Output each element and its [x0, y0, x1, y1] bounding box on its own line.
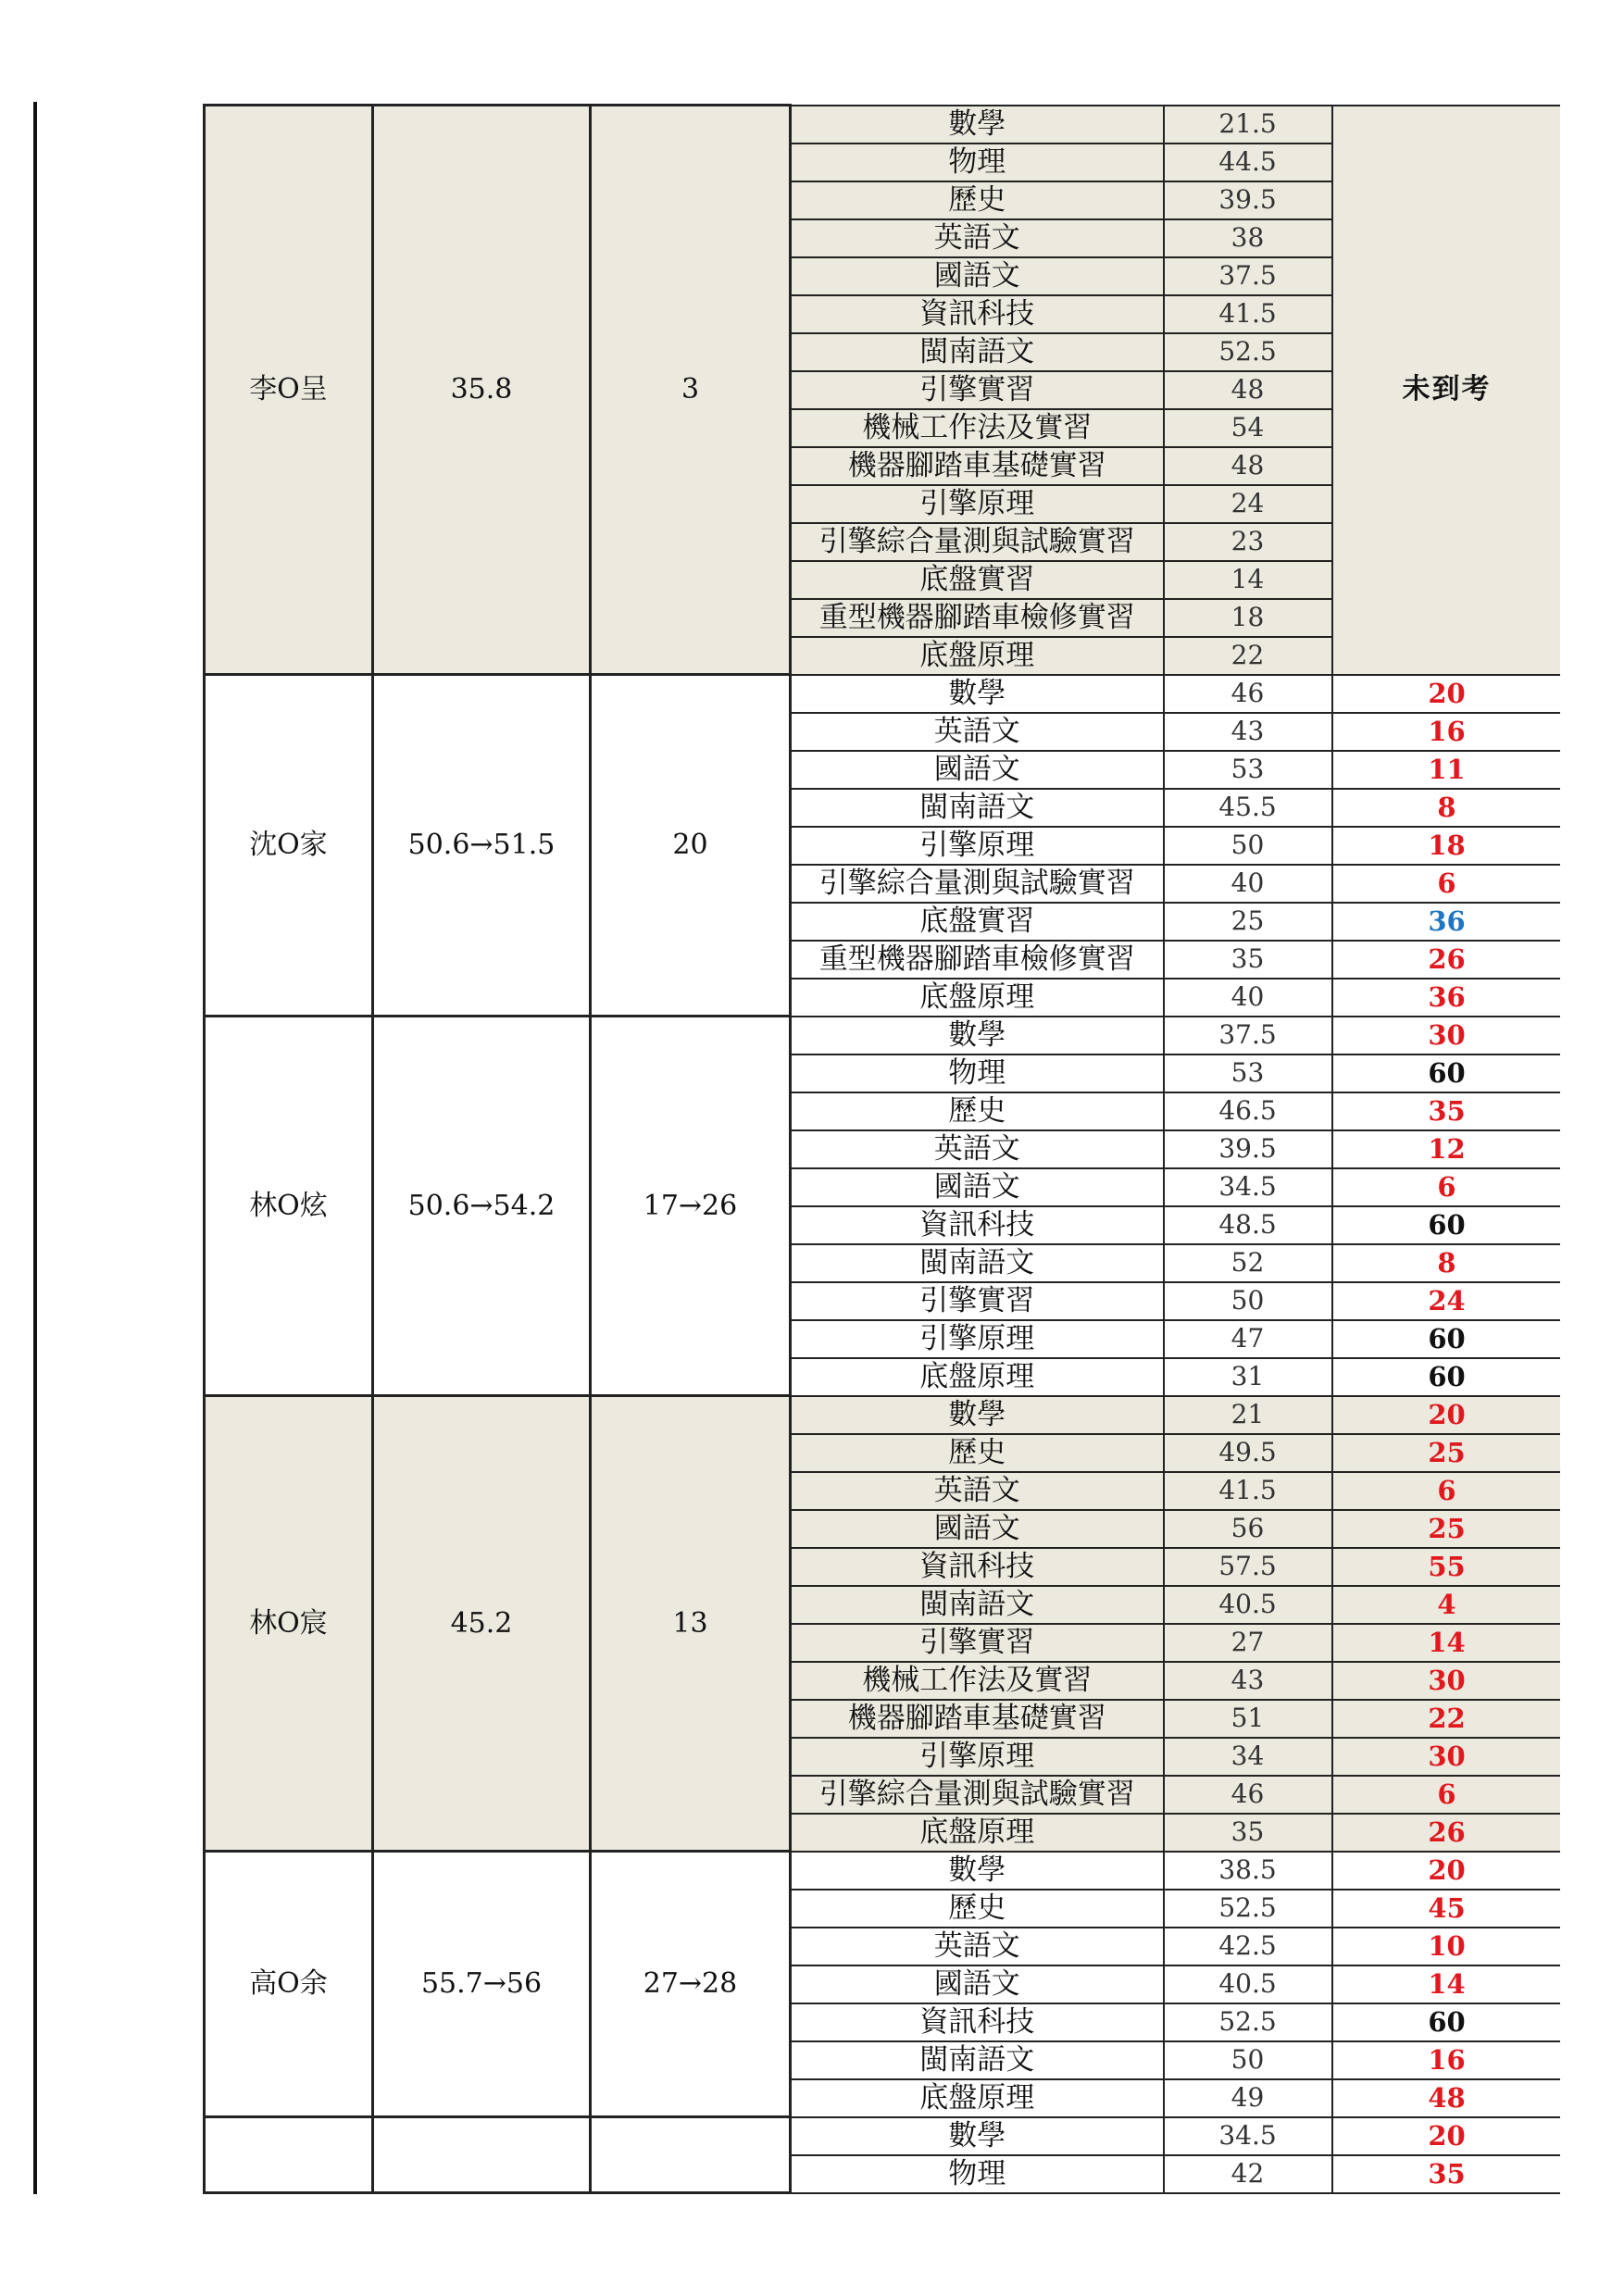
absent-note: 未到考: [1332, 106, 1561, 675]
subject-name: 物理: [791, 2155, 1164, 2193]
subject-score: 25: [1164, 903, 1332, 941]
average-score: 50.6→54.2: [373, 1017, 591, 1396]
subject-score: 40: [1164, 979, 1332, 1017]
target-value: 6: [1332, 865, 1561, 903]
target-value: 8: [1332, 789, 1561, 827]
average-score: 50.6→51.5: [373, 675, 591, 1017]
target-value: 55: [1332, 1548, 1561, 1586]
subject-score: 43: [1164, 1662, 1332, 1700]
subject-score: 21.5: [1164, 106, 1332, 144]
subject-row: [205, 106, 1561, 144]
subject-row: [205, 675, 1561, 713]
subject-name: 引擎綜合量測與試驗實習: [791, 1776, 1164, 1814]
average-score: 45.2: [373, 1396, 591, 1852]
subject-score: 38: [1164, 219, 1332, 257]
subject-score: 39.5: [1164, 1130, 1332, 1168]
subject-name: 機器腳踏車基礎實習: [791, 1700, 1164, 1738]
target-value: 8: [1332, 1244, 1561, 1282]
subject-name: 資訊科技: [791, 1206, 1164, 1244]
target-value: 26: [1332, 941, 1561, 979]
subject-score: 34: [1164, 1738, 1332, 1776]
subject-score: 23: [1164, 523, 1332, 561]
subject-score: 46: [1164, 675, 1332, 713]
subject-name: 底盤原理: [791, 1814, 1164, 1852]
subject-name: 底盤原理: [791, 637, 1164, 675]
subject-name: 國語文: [791, 1510, 1164, 1548]
subject-score: 18: [1164, 599, 1332, 637]
subject-name: 英語文: [791, 1472, 1164, 1510]
target-value: 60: [1332, 1358, 1561, 1396]
subject-score: 50: [1164, 827, 1332, 865]
subject-score: 42: [1164, 2155, 1332, 2193]
subject-name: 引擎綜合量測與試驗實習: [791, 523, 1164, 561]
target-value: 14: [1332, 1624, 1561, 1662]
subject-score: 40.5: [1164, 1965, 1332, 2003]
subject-name: 閩南語文: [791, 2041, 1164, 2079]
subject-name: 底盤原理: [791, 1358, 1164, 1396]
average-score: 35.8: [373, 106, 591, 675]
subject-name: 數學: [791, 106, 1164, 144]
class-rank: 3: [591, 106, 791, 675]
subject-name: 機器腳踏車基礎實習: [791, 447, 1164, 485]
subject-score: 46.5: [1164, 1092, 1332, 1130]
target-value: 25: [1332, 1434, 1561, 1472]
subject-row: [205, 1017, 1561, 1054]
subject-score: 54: [1164, 409, 1332, 447]
target-value: 6: [1332, 1472, 1561, 1510]
class-rank: 13: [591, 1396, 791, 1852]
subject-name: 歷史: [791, 181, 1164, 219]
subject-name: 歷史: [791, 1890, 1164, 1928]
subject-name: 國語文: [791, 751, 1164, 789]
target-value: 45: [1332, 1890, 1561, 1928]
target-value: 24: [1332, 1282, 1561, 1320]
subject-score: 56: [1164, 1510, 1332, 1548]
subject-name: 引擎原理: [791, 1738, 1164, 1776]
subject-score: 51: [1164, 1700, 1332, 1738]
target-value: 20: [1332, 1396, 1561, 1434]
subject-score: 48.5: [1164, 1206, 1332, 1244]
class-rank: 27→28: [591, 1852, 791, 2117]
target-value: 36: [1332, 903, 1561, 941]
subject-row: [205, 1852, 1561, 1890]
subject-name: 資訊科技: [791, 1548, 1164, 1586]
average-score: 55.7→56: [373, 1852, 591, 2117]
class-rank: 20: [591, 675, 791, 1017]
grade-sheet: [203, 104, 1560, 2201]
target-value: 60: [1332, 2003, 1561, 2041]
target-value: 48: [1332, 2079, 1561, 2117]
target-value: 18: [1332, 827, 1561, 865]
subject-score: 44.5: [1164, 144, 1332, 181]
student-name: 林O宸: [205, 1396, 373, 1852]
subject-score: 43: [1164, 713, 1332, 751]
subject-name: 機械工作法及實習: [791, 1662, 1164, 1700]
subject-score: 38.5: [1164, 1852, 1332, 1890]
subject-name: 引擎實習: [791, 1624, 1164, 1662]
subject-name: 底盤原理: [791, 979, 1164, 1017]
student-name: 李O呈: [205, 106, 373, 675]
subject-score: 49.5: [1164, 1434, 1332, 1472]
subject-score: 47: [1164, 1320, 1332, 1358]
subject-score: 41.5: [1164, 1472, 1332, 1510]
student-grades-table: [203, 104, 1560, 2194]
target-value: 14: [1332, 1965, 1561, 2003]
subject-name: 數學: [791, 1852, 1164, 1890]
subject-name: 重型機器腳踏車檢修實習: [791, 941, 1164, 979]
subject-name: 引擎實習: [791, 371, 1164, 409]
target-value: 10: [1332, 1928, 1561, 1965]
subject-name: 資訊科技: [791, 2003, 1164, 2041]
subject-score: 50: [1164, 2041, 1332, 2079]
subject-score: 53: [1164, 1054, 1332, 1092]
subject-score: 27: [1164, 1624, 1332, 1662]
target-value: 30: [1332, 1662, 1561, 1700]
subject-score: 53: [1164, 751, 1332, 789]
subject-name: 引擎原理: [791, 827, 1164, 865]
subject-name: 引擎原理: [791, 485, 1164, 523]
target-value: 60: [1332, 1320, 1561, 1358]
target-value: 35: [1332, 1092, 1561, 1130]
subject-name: 引擎實習: [791, 1282, 1164, 1320]
target-value: 36: [1332, 979, 1561, 1017]
subject-score: 39.5: [1164, 181, 1332, 219]
subject-score: 41.5: [1164, 295, 1332, 333]
student-name: 林O炫: [205, 1017, 373, 1396]
subject-score: 48: [1164, 371, 1332, 409]
subject-score: 57.5: [1164, 1548, 1332, 1586]
target-value: 35: [1332, 2155, 1561, 2193]
subject-score: 48: [1164, 447, 1332, 485]
target-value: 4: [1332, 1586, 1561, 1624]
target-value: 30: [1332, 1738, 1561, 1776]
subject-score: 50: [1164, 1282, 1332, 1320]
target-value: 26: [1332, 1814, 1561, 1852]
subject-score: 40.5: [1164, 1586, 1332, 1624]
subject-score: 37.5: [1164, 257, 1332, 295]
subject-score: 35: [1164, 1814, 1332, 1852]
subject-name: 英語文: [791, 1928, 1164, 1965]
subject-name: 物理: [791, 1054, 1164, 1092]
subject-score: 52.5: [1164, 1890, 1332, 1928]
average-score: [373, 2117, 591, 2193]
subject-name: 數學: [791, 1396, 1164, 1434]
student-name: 沈O家: [205, 675, 373, 1017]
target-value: 20: [1332, 675, 1561, 713]
grades-table-body: [205, 106, 1561, 2193]
subject-score: 49: [1164, 2079, 1332, 2117]
subject-name: 英語文: [791, 219, 1164, 257]
subject-row: [205, 1396, 1561, 1434]
target-value: 22: [1332, 1700, 1561, 1738]
target-value: 16: [1332, 713, 1561, 751]
subject-score: 45.5: [1164, 789, 1332, 827]
subject-name: 閩南語文: [791, 1244, 1164, 1282]
target-value: 60: [1332, 1206, 1561, 1244]
subject-name: 國語文: [791, 1965, 1164, 2003]
subject-name: 英語文: [791, 713, 1164, 751]
subject-name: 國語文: [791, 257, 1164, 295]
subject-score: 14: [1164, 561, 1332, 599]
subject-name: 引擎原理: [791, 1320, 1164, 1358]
subject-name: 底盤實習: [791, 903, 1164, 941]
subject-row: [205, 2117, 1561, 2155]
subject-name: 底盤原理: [791, 2079, 1164, 2117]
class-rank: [591, 2117, 791, 2193]
subject-name: 英語文: [791, 1130, 1164, 1168]
target-value: 20: [1332, 1852, 1561, 1890]
class-rank: 17→26: [591, 1017, 791, 1396]
subject-name: 引擎綜合量測與試驗實習: [791, 865, 1164, 903]
subject-name: 數學: [791, 2117, 1164, 2155]
subject-score: 34.5: [1164, 1168, 1332, 1206]
target-value: 12: [1332, 1130, 1561, 1168]
subject-name: 機械工作法及實習: [791, 409, 1164, 447]
subject-score: 34.5: [1164, 2117, 1332, 2155]
subject-score: 24: [1164, 485, 1332, 523]
subject-name: 閩南語文: [791, 789, 1164, 827]
subject-name: 閩南語文: [791, 333, 1164, 371]
student-name: 高O余: [205, 1852, 373, 2117]
subject-name: 歷史: [791, 1092, 1164, 1130]
subject-score: 35: [1164, 941, 1332, 979]
subject-name: 底盤實習: [791, 561, 1164, 599]
subject-score: 46: [1164, 1776, 1332, 1814]
student-name: [205, 2117, 373, 2193]
subject-score: 21: [1164, 1396, 1332, 1434]
subject-score: 52: [1164, 1244, 1332, 1282]
subject-name: 重型機器腳踏車檢修實習: [791, 599, 1164, 637]
subject-score: 52.5: [1164, 333, 1332, 371]
target-value: 25: [1332, 1510, 1561, 1548]
subject-name: 閩南語文: [791, 1586, 1164, 1624]
subject-name: 數學: [791, 675, 1164, 713]
target-value: 6: [1332, 1776, 1561, 1814]
subject-name: 國語文: [791, 1168, 1164, 1206]
target-value: 6: [1332, 1168, 1561, 1206]
left-margin-rule: [33, 102, 37, 2194]
subject-name: 數學: [791, 1017, 1164, 1054]
subject-score: 22: [1164, 637, 1332, 675]
subject-score: 42.5: [1164, 1928, 1332, 1965]
subject-score: 31: [1164, 1358, 1332, 1396]
subject-name: 物理: [791, 144, 1164, 181]
target-value: 20: [1332, 2117, 1561, 2155]
target-value: 60: [1332, 1054, 1561, 1092]
target-value: 30: [1332, 1017, 1561, 1054]
subject-score: 52.5: [1164, 2003, 1332, 2041]
subject-name: 歷史: [791, 1434, 1164, 1472]
subject-name: 資訊科技: [791, 295, 1164, 333]
subject-score: 40: [1164, 865, 1332, 903]
target-value: 16: [1332, 2041, 1561, 2079]
subject-score: 37.5: [1164, 1017, 1332, 1054]
target-value: 11: [1332, 751, 1561, 789]
